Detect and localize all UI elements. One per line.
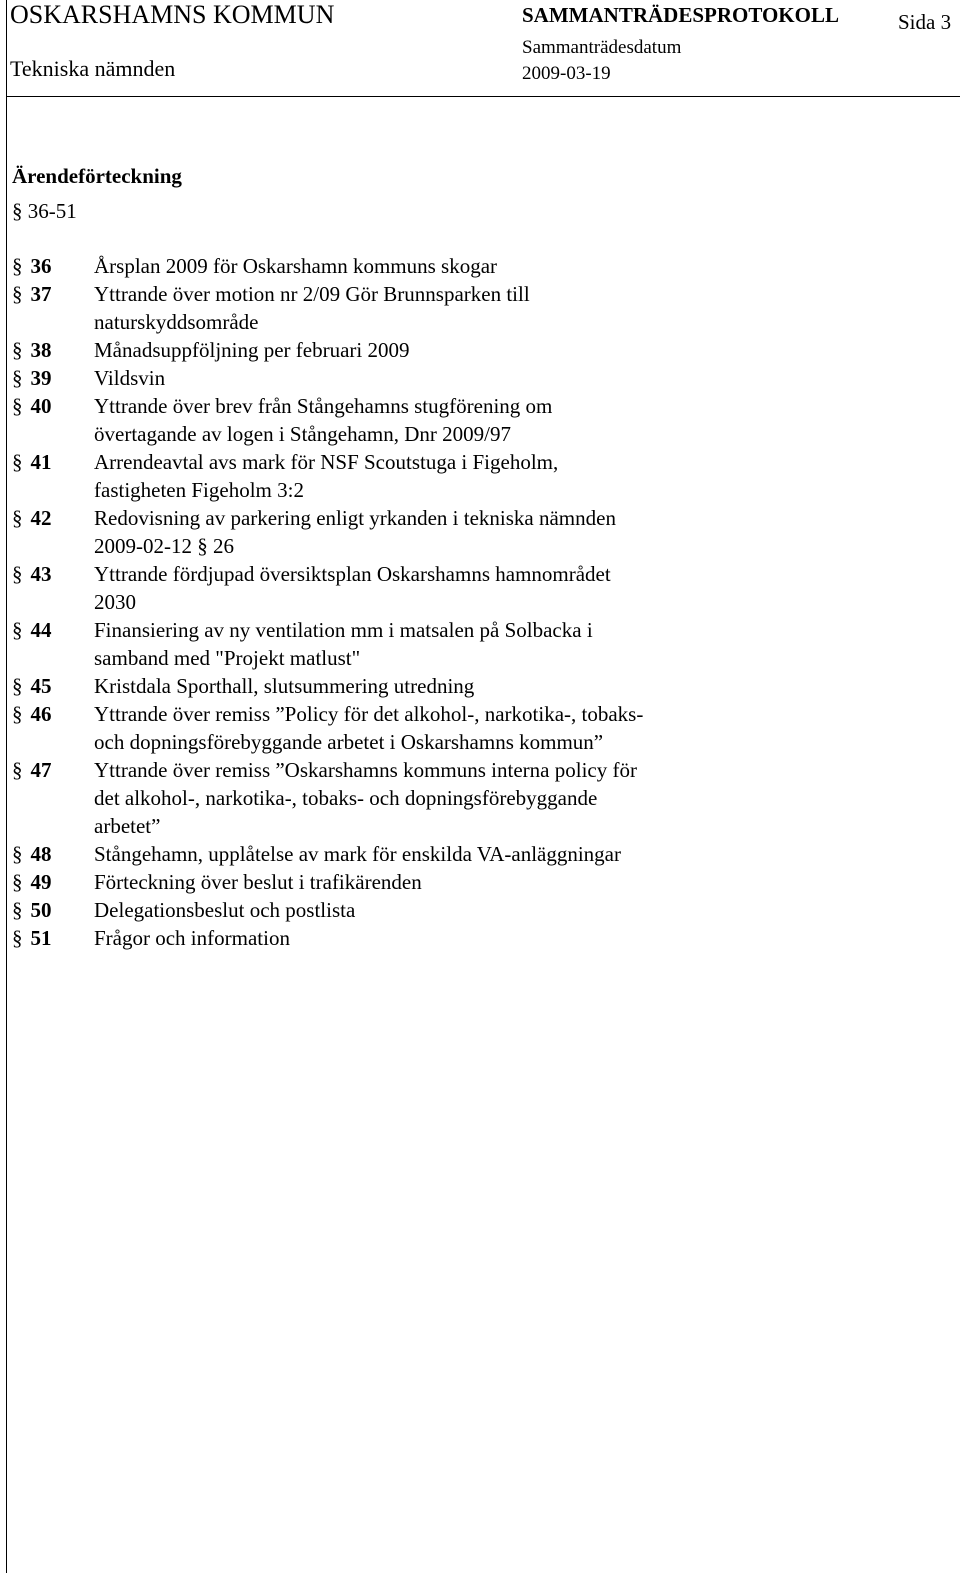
agenda-item — [12, 504, 942, 560]
agenda-item — [12, 840, 942, 868]
paragraph-number: 43 — [30, 562, 52, 586]
page-number: Sida 3 — [898, 10, 952, 34]
agenda-item — [12, 672, 942, 700]
agenda-item-title-line: Förteckning över beslut i trafikärenden — [94, 870, 422, 894]
paragraph-number: 36 — [30, 254, 52, 278]
section-sign: § — [12, 842, 23, 866]
agenda-item — [12, 924, 942, 952]
paragraph-number: 39 — [30, 366, 52, 390]
section-sign: § — [12, 562, 23, 586]
agenda-item-number — [12, 756, 94, 784]
paragraph-number: 50 — [30, 898, 52, 922]
agenda-item-number — [12, 448, 94, 476]
section-sign: § — [12, 506, 23, 530]
section-sign: § — [12, 926, 23, 950]
agenda-item-title-line: Stångehamn, upplåtelse av mark för enskilda VA-anläggningar — [94, 842, 621, 866]
page-left-border — [6, 0, 7, 1573]
section-sign: § — [12, 702, 23, 726]
section-sign: § — [12, 898, 23, 922]
section-sign: § — [12, 758, 23, 782]
agenda-item-title-line: Yttrande över brev från Stångehamns stugförening om — [94, 394, 553, 418]
section-sign: § — [12, 394, 23, 418]
agenda-item-number — [12, 672, 94, 700]
agenda-item-title-line: Vildsvin — [94, 366, 166, 390]
agenda-item-title-line: Årsplan 2009 för Oskarshamn kommuns skogar — [94, 254, 498, 278]
agenda-item — [12, 896, 942, 924]
agenda-item-number — [12, 868, 94, 896]
agenda-item-title — [94, 868, 730, 896]
agenda-item-title-line: naturskyddsområde — [94, 310, 259, 334]
agenda-item — [12, 448, 942, 504]
section-sign: § — [12, 450, 23, 474]
agenda-item — [12, 756, 942, 840]
agenda-item-title-line: 2030 — [94, 590, 136, 614]
agenda-item-title-line: Finansiering av ny ventilation mm i matsalen på Solbacka i — [94, 618, 593, 642]
agenda-item-title-line: Yttrande över remiss ”Oskarshamns kommuns interna policy för — [94, 758, 637, 782]
agenda-item-title — [94, 756, 730, 840]
document-type: SAMMANTRÄDESPROTOKOLL — [522, 3, 839, 27]
agenda-item-title-line: samband med "Projekt matlust" — [94, 646, 361, 670]
paragraph-number: 47 — [30, 758, 52, 782]
agenda-item — [12, 616, 942, 672]
header-divider — [6, 96, 960, 97]
section-sign: § — [12, 338, 23, 362]
agenda-item-title-line: det alkohol-, narkotika-, tobaks- och dopningsförebyggande — [94, 786, 598, 810]
agenda-item — [12, 560, 942, 616]
agenda-item-title-line: Yttrande över motion nr 2/09 Gör Brunnsparken till — [94, 282, 530, 306]
agenda-item-number — [12, 392, 94, 420]
agenda-item-title-line: Arrendeavtal avs mark för NSF Scoutstuga i Figeholm, — [94, 450, 559, 474]
section-sign: § — [12, 674, 23, 698]
agenda-item-title — [94, 448, 730, 504]
paragraph-number: 46 — [30, 702, 52, 726]
agenda-item-title-line: övertagande av logen i Stångehamn, Dnr 2009/97 — [94, 422, 511, 446]
agenda-item-title — [94, 840, 730, 868]
agenda-item-title — [94, 896, 730, 924]
agenda-item — [12, 392, 942, 448]
meeting-date-label: Sammanträdesdatum — [522, 37, 682, 58]
agenda-item-title-line: Delegationsbeslut och postlista — [94, 898, 356, 922]
section-sign: § — [12, 870, 23, 894]
agenda-item-title — [94, 252, 730, 280]
agenda-item-title — [94, 924, 730, 952]
agenda-item-number — [12, 924, 94, 952]
agenda-item-number — [12, 252, 94, 280]
agenda-item-title — [94, 560, 730, 616]
agenda-item-title-line: arbetet” — [94, 814, 161, 838]
agenda-item-number — [12, 364, 94, 392]
agenda-item-title-line: Yttrande över remiss ”Policy för det alkohol-, narkotika-, tobaks- — [94, 702, 644, 726]
section-sign: § — [12, 618, 23, 642]
agenda-item-number — [12, 616, 94, 644]
agenda-item-title-line: Kristdala Sporthall, slutsummering utredning — [94, 674, 475, 698]
section-sign: § — [12, 366, 23, 390]
paragraph-number: 48 — [30, 842, 52, 866]
agenda-item — [12, 280, 942, 336]
paragraph-number: 44 — [30, 618, 52, 642]
agenda-item-title-line: Frågor och information — [94, 926, 290, 950]
agenda-item-title — [94, 364, 730, 392]
agenda-item — [12, 336, 942, 364]
section-sign: § — [12, 254, 23, 278]
committee-name: Tekniska nämnden — [10, 56, 176, 81]
agenda-item — [12, 252, 942, 280]
agenda-item-title — [94, 504, 730, 560]
agenda-item-title — [94, 336, 730, 364]
section-sign: § — [12, 282, 23, 306]
agenda-item-number — [12, 504, 94, 532]
section-range: § 36-51 — [12, 199, 77, 223]
agenda-item-title-line: och dopningsförebyggande arbetet i Oskarshamns kommun” — [94, 730, 604, 754]
paragraph-number: 42 — [30, 506, 52, 530]
agenda-item-title — [94, 672, 730, 700]
agenda-item-title — [94, 700, 730, 756]
agenda-item — [12, 364, 942, 392]
paragraph-number: 37 — [30, 282, 52, 306]
agenda-item-title — [94, 280, 730, 336]
agenda-item — [12, 700, 942, 756]
meeting-date: 2009-03-19 — [522, 63, 611, 84]
agenda-item-number — [12, 560, 94, 588]
agenda-item-title — [94, 616, 730, 672]
paragraph-number: 41 — [30, 450, 52, 474]
agenda-item-title-line: Yttrande fördjupad översiktsplan Oskarshamns hamnområdet — [94, 562, 611, 586]
agenda-item-number — [12, 896, 94, 924]
section-heading: Ärendeförteckning — [12, 164, 182, 188]
organization-name: OSKARSHAMNS KOMMUN — [10, 0, 335, 29]
agenda-item-number — [12, 280, 94, 308]
agenda-item-title-line: Månadsuppföljning per februari 2009 — [94, 338, 410, 362]
paragraph-number: 45 — [30, 674, 52, 698]
paragraph-number: 51 — [30, 926, 52, 950]
agenda-item-number — [12, 700, 94, 728]
paragraph-number: 38 — [30, 338, 52, 362]
agenda-item-title-line: 2009-02-12 § 26 — [94, 534, 234, 558]
agenda-item-title-line: fastigheten Figeholm 3:2 — [94, 478, 304, 502]
paragraph-number: 40 — [30, 394, 52, 418]
agenda-list — [12, 252, 942, 952]
agenda-item-title — [94, 392, 730, 448]
paragraph-number: 49 — [30, 870, 52, 894]
agenda-item-title-line: Redovisning av parkering enligt yrkanden i tekniska nämnden — [94, 506, 616, 530]
agenda-item-number — [12, 336, 94, 364]
agenda-item-number — [12, 840, 94, 868]
agenda-item — [12, 868, 942, 896]
